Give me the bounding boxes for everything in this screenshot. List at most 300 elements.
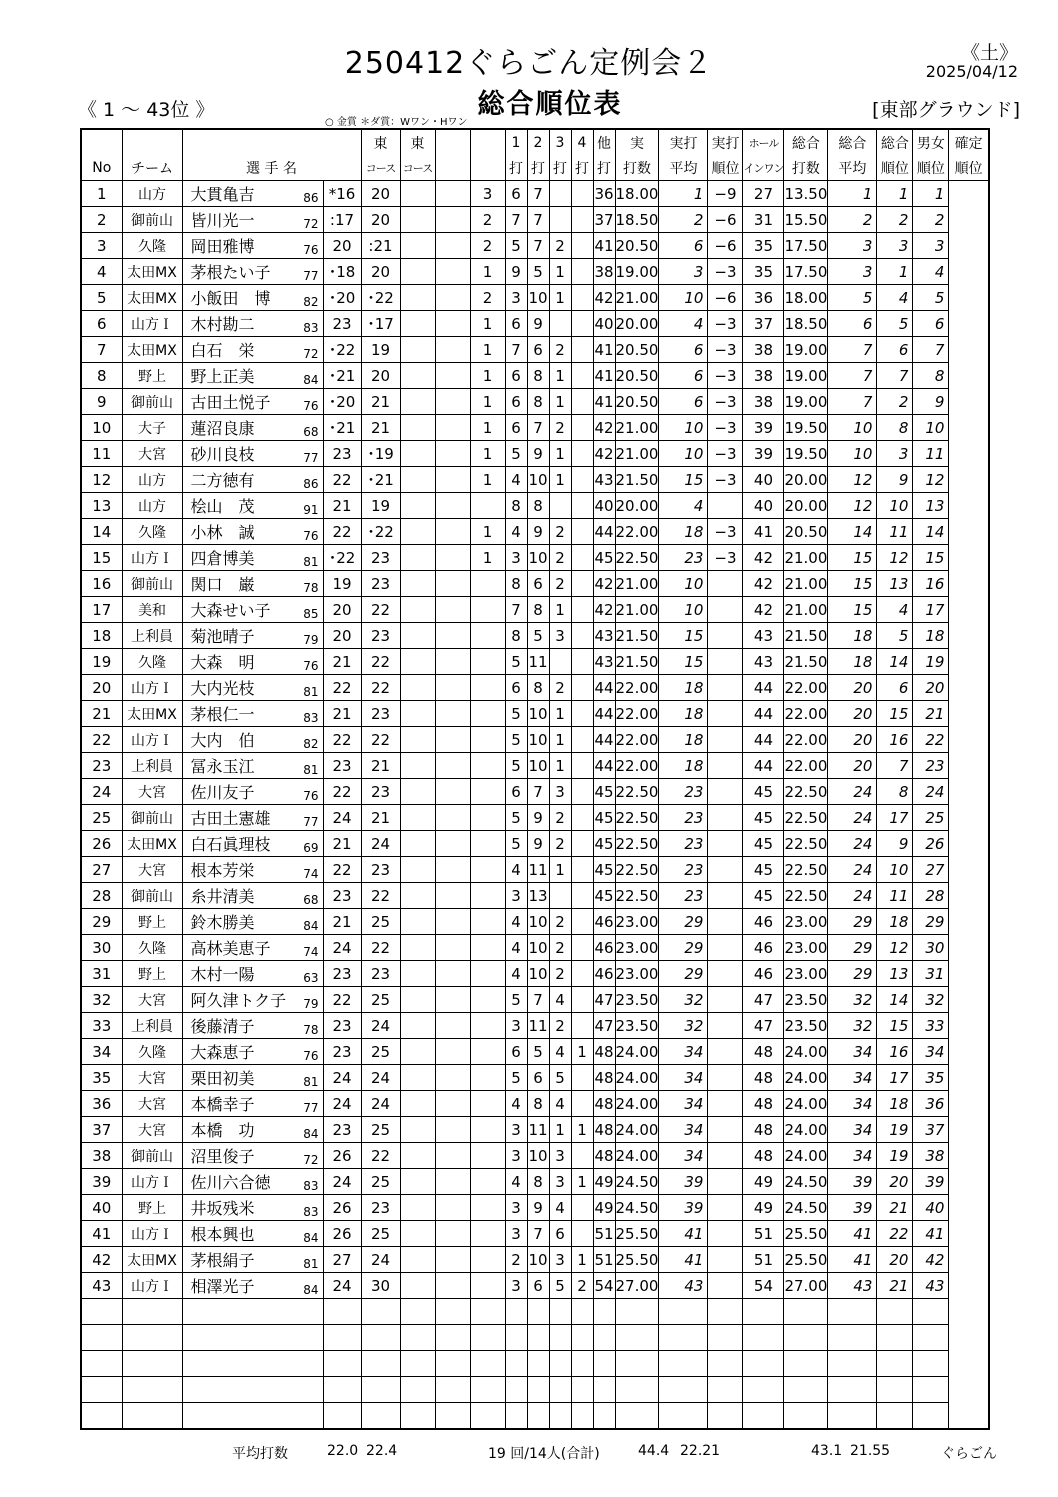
cell: 47 — [743, 987, 784, 1013]
cell — [435, 545, 470, 571]
cell — [571, 935, 593, 961]
cell: 11 — [877, 519, 913, 545]
cell: 34 — [828, 1091, 877, 1117]
cell — [400, 467, 435, 493]
cell: 7 — [877, 753, 913, 779]
team: 久隆 — [122, 233, 182, 259]
cell: 42 — [593, 441, 615, 467]
cell: 3 — [659, 259, 708, 285]
header-cell: 打数 — [615, 155, 659, 181]
cell: 23 — [323, 753, 361, 779]
cell: 10 — [527, 285, 549, 311]
cell: 23 — [659, 805, 708, 831]
cell: 4 — [549, 1195, 571, 1221]
cell: 23 — [659, 831, 708, 857]
cell: 25 — [361, 1169, 400, 1195]
cell — [435, 389, 470, 415]
cell: 11 — [527, 649, 549, 675]
cell: 1 — [877, 181, 913, 207]
cell: 49 — [743, 1169, 784, 1195]
cell: 24 — [323, 1091, 361, 1117]
cell: 23 — [361, 857, 400, 883]
cell — [400, 753, 435, 779]
table-row — [81, 233, 989, 259]
cell — [571, 987, 593, 1013]
table-row — [81, 675, 989, 701]
cell — [400, 909, 435, 935]
weekday: 《土》 — [960, 42, 1018, 64]
cell — [470, 831, 505, 857]
player-age: 78 — [303, 581, 319, 595]
cell: 48 — [743, 1091, 784, 1117]
player-cell — [182, 727, 323, 753]
cell — [571, 753, 593, 779]
cell: 22.50 — [615, 805, 659, 831]
header-cell: インワン — [743, 155, 784, 181]
cell: 5 — [505, 441, 527, 467]
cell: 5 — [877, 311, 913, 337]
empty-cell — [505, 1325, 527, 1351]
rank-no: 12 — [81, 467, 122, 493]
cell: 18 — [659, 727, 708, 753]
player-age: 82 — [303, 295, 319, 309]
team: 山方Ｉ — [122, 1221, 182, 1247]
cell: 51 — [743, 1247, 784, 1273]
cell: 5 — [505, 831, 527, 857]
cell: 18 — [828, 623, 877, 649]
empty-cell — [182, 1377, 323, 1403]
table-row — [81, 493, 989, 519]
player-name: 井坂残米 — [190, 1199, 255, 1218]
cell: 21.50 — [615, 623, 659, 649]
cell — [708, 727, 743, 753]
cell: 41 — [593, 363, 615, 389]
cell: 36 — [593, 181, 615, 207]
player-cell — [182, 623, 323, 649]
cell — [400, 857, 435, 883]
cell: 15 — [877, 1013, 913, 1039]
cell: 42 — [593, 597, 615, 623]
cell: 10 — [527, 1143, 549, 1169]
cell — [708, 623, 743, 649]
cell: 2 — [549, 1013, 571, 1039]
cell: 32 — [828, 987, 877, 1013]
header-cell: 順位 — [913, 155, 949, 181]
rank-no: 1 — [81, 181, 122, 207]
cell — [400, 519, 435, 545]
cell: 3 — [505, 1117, 527, 1143]
player-age: 68 — [303, 893, 319, 907]
cell: 1 — [571, 1169, 593, 1195]
cell: 22.00 — [615, 727, 659, 753]
rank-no: 40 — [81, 1195, 122, 1221]
cell: 34 — [828, 1065, 877, 1091]
player-cell — [182, 545, 323, 571]
cell — [470, 1091, 505, 1117]
cell: 17 — [913, 597, 949, 623]
cell: 23.00 — [784, 961, 828, 987]
cell: 21.00 — [615, 415, 659, 441]
cell: 18 — [877, 909, 913, 935]
cell: 4 — [659, 493, 708, 519]
cell: 49 — [593, 1169, 615, 1195]
cell — [435, 337, 470, 363]
cell: 22 — [323, 779, 361, 805]
player-age: 79 — [303, 633, 319, 647]
cell: 20.00 — [615, 493, 659, 519]
cell: 45 — [593, 831, 615, 857]
cell: 16 — [913, 571, 949, 597]
cell: 1 — [913, 181, 949, 207]
cell — [470, 493, 505, 519]
rank-no: 14 — [81, 519, 122, 545]
cell: 24.50 — [784, 1169, 828, 1195]
cell: 1 — [828, 181, 877, 207]
cell — [470, 987, 505, 1013]
cell: 44 — [593, 519, 615, 545]
cell — [571, 675, 593, 701]
cell: −3 — [708, 519, 743, 545]
cell — [549, 311, 571, 337]
cell: ･22 — [361, 285, 400, 311]
cell: 7 — [877, 363, 913, 389]
cell: 41 — [828, 1247, 877, 1273]
cell: 20 — [323, 597, 361, 623]
cell: 10 — [659, 415, 708, 441]
cell: 2 — [470, 207, 505, 233]
cell — [708, 1117, 743, 1143]
empty-cell — [784, 1351, 828, 1377]
cell — [708, 1247, 743, 1273]
cell: 20.50 — [615, 233, 659, 259]
cell: 21 — [361, 415, 400, 441]
cell: 23 — [323, 1117, 361, 1143]
cell: 23.50 — [615, 987, 659, 1013]
cell: 48 — [593, 1091, 615, 1117]
cell — [470, 1039, 505, 1065]
team: 山方 — [122, 181, 182, 207]
cell: 22.00 — [615, 753, 659, 779]
cell: 47 — [593, 1013, 615, 1039]
table-row — [81, 1091, 989, 1117]
empty-cell — [913, 1351, 949, 1377]
cell: 40 — [593, 493, 615, 519]
cell — [571, 1195, 593, 1221]
cell: 26 — [323, 1195, 361, 1221]
cell: :21 — [361, 233, 400, 259]
cell: 48 — [743, 1065, 784, 1091]
cell — [571, 883, 593, 909]
event-date: 2025/04/12 — [925, 62, 1018, 81]
empty-cell — [81, 1351, 122, 1377]
player-cell — [182, 259, 323, 285]
cell: 4 — [505, 909, 527, 935]
table-row — [81, 1221, 989, 1247]
cell: 25 — [913, 805, 949, 831]
cell: 1 — [549, 727, 571, 753]
cell: 2 — [549, 909, 571, 935]
cell — [571, 779, 593, 805]
cell: 10 — [527, 753, 549, 779]
cell: 2 — [828, 207, 877, 233]
header-row — [81, 129, 989, 155]
player-age: 83 — [303, 711, 319, 725]
cell: 21 — [913, 701, 949, 727]
cell — [708, 909, 743, 935]
player-name: 阿久津トク子 — [190, 991, 287, 1010]
table-row — [81, 597, 989, 623]
cell: 24 — [323, 1273, 361, 1299]
cell — [470, 1273, 505, 1299]
rank-no: 3 — [81, 233, 122, 259]
cell: 21 — [361, 753, 400, 779]
cell: 22.00 — [615, 675, 659, 701]
empty-cell — [400, 1351, 435, 1377]
cell: 20.00 — [784, 467, 828, 493]
player-cell — [182, 1143, 323, 1169]
cell: 7 — [527, 181, 549, 207]
cell: 2 — [549, 545, 571, 571]
empty-row — [81, 1351, 989, 1377]
cell: 1 — [549, 441, 571, 467]
cell: 23.00 — [784, 935, 828, 961]
cell: ･21 — [361, 467, 400, 493]
cell: 22.00 — [784, 753, 828, 779]
cell: 6 — [505, 675, 527, 701]
cell: 42 — [743, 597, 784, 623]
player-age: 72 — [303, 1153, 319, 1167]
cell: 46 — [593, 961, 615, 987]
cell — [571, 415, 593, 441]
team: 久隆 — [122, 1039, 182, 1065]
cell: 23 — [659, 779, 708, 805]
cell — [470, 1247, 505, 1273]
cell — [435, 441, 470, 467]
player-cell — [182, 753, 323, 779]
cell: 9 — [527, 441, 549, 467]
cell: 6 — [527, 571, 549, 597]
header-cell — [182, 129, 361, 155]
cell — [470, 571, 505, 597]
cell: 23 — [361, 1195, 400, 1221]
cell: 24.50 — [615, 1195, 659, 1221]
cell: 22 — [323, 519, 361, 545]
rank-no: 27 — [81, 857, 122, 883]
cell: 1 — [470, 389, 505, 415]
team: 野上 — [122, 363, 182, 389]
cell: 20 — [828, 727, 877, 753]
cell: 25 — [361, 987, 400, 1013]
cell: 2 — [549, 233, 571, 259]
empty-cell — [615, 1325, 659, 1351]
cell: 19.00 — [784, 337, 828, 363]
cell: 7 — [828, 389, 877, 415]
empty-cell — [81, 1299, 122, 1325]
cell: 20 — [361, 363, 400, 389]
cell: 7 — [527, 987, 549, 1013]
cell — [708, 935, 743, 961]
rank-no: 13 — [81, 493, 122, 519]
player-age: 91 — [303, 503, 319, 517]
cell: 1 — [470, 467, 505, 493]
cell: 29 — [828, 909, 877, 935]
cell: 48 — [743, 1117, 784, 1143]
cell: 46 — [593, 909, 615, 935]
player-name: 関口 巌 — [190, 575, 255, 594]
player-cell — [182, 493, 323, 519]
cell: 12 — [828, 493, 877, 519]
rank-no: 30 — [81, 935, 122, 961]
rank-no: 10 — [81, 415, 122, 441]
cell: 6 — [527, 337, 549, 363]
cell: 11 — [877, 883, 913, 909]
cell: 23.50 — [784, 1013, 828, 1039]
cell: 44 — [593, 701, 615, 727]
player-age: 82 — [303, 737, 319, 751]
team: 上利員 — [122, 623, 182, 649]
rank-no: 9 — [81, 389, 122, 415]
player-age: 76 — [303, 789, 319, 803]
table-row — [81, 831, 989, 857]
cell: 37 — [743, 311, 784, 337]
cell: 5 — [505, 233, 527, 259]
cell: 25.50 — [784, 1221, 828, 1247]
empty-cell — [361, 1325, 400, 1351]
empty-cell — [571, 1403, 593, 1430]
cell — [470, 727, 505, 753]
cell: 7 — [527, 233, 549, 259]
table-row — [81, 805, 989, 831]
cell: 21 — [361, 389, 400, 415]
player-cell — [182, 675, 323, 701]
cell: 14 — [913, 519, 949, 545]
cell: 38 — [913, 1143, 949, 1169]
player-name: 茅根絹子 — [190, 1251, 255, 1270]
cell — [708, 961, 743, 987]
cell — [571, 363, 593, 389]
cell: 38 — [743, 389, 784, 415]
cell — [400, 701, 435, 727]
cell — [708, 675, 743, 701]
cell: 15 — [659, 467, 708, 493]
header-cell — [435, 155, 470, 181]
table-row — [81, 441, 989, 467]
cell — [571, 545, 593, 571]
cell: 17.50 — [784, 259, 828, 285]
rank-no: 19 — [81, 649, 122, 675]
player-cell — [182, 831, 323, 857]
empty-cell — [615, 1403, 659, 1430]
cell: 21.00 — [615, 597, 659, 623]
footer-real-avg: 44.4 — [638, 1443, 670, 1459]
cell — [435, 415, 470, 441]
cell — [400, 259, 435, 285]
empty-cell — [708, 1403, 743, 1430]
cell: 46 — [593, 935, 615, 961]
player-name: 大森恵子 — [190, 1043, 255, 1062]
cell: 24 — [323, 1065, 361, 1091]
cell: 4 — [505, 467, 527, 493]
cell — [708, 571, 743, 597]
cell: 20 — [361, 181, 400, 207]
cell: 7 — [505, 207, 527, 233]
cell: 44 — [743, 727, 784, 753]
cell: 24 — [323, 805, 361, 831]
team: 山方Ｉ — [122, 1273, 182, 1299]
header-cell: 選 手 名 — [182, 155, 361, 181]
cell — [470, 1195, 505, 1221]
cell — [435, 571, 470, 597]
cell: 38 — [593, 259, 615, 285]
cell — [400, 1247, 435, 1273]
team: 野上 — [122, 909, 182, 935]
cell: 24.00 — [615, 1143, 659, 1169]
table-row — [81, 181, 989, 207]
cell: 10 — [828, 415, 877, 441]
cell: 18 — [659, 753, 708, 779]
rank-no: 20 — [81, 675, 122, 701]
cell: 26 — [323, 1143, 361, 1169]
table-row — [81, 1143, 989, 1169]
cell: 40 — [593, 311, 615, 337]
player-age: 77 — [303, 451, 319, 465]
cell: 10 — [913, 415, 949, 441]
empty-cell — [659, 1377, 708, 1403]
cell: 21.00 — [615, 571, 659, 597]
table-row — [81, 649, 989, 675]
cell — [400, 1221, 435, 1247]
cell: 1 — [659, 181, 708, 207]
cell: 24 — [828, 779, 877, 805]
cell: 43 — [743, 623, 784, 649]
cell: 16 — [877, 1039, 913, 1065]
empty-cell — [361, 1403, 400, 1430]
cell: ･17 — [361, 311, 400, 337]
empty-cell — [615, 1351, 659, 1377]
cell — [571, 389, 593, 415]
cell: 51 — [593, 1247, 615, 1273]
cell: 24.00 — [615, 1039, 659, 1065]
cell: 18 — [877, 1091, 913, 1117]
cell: 22 — [913, 727, 949, 753]
cell: 10 — [527, 909, 549, 935]
cell — [571, 909, 593, 935]
cell: 1 — [470, 519, 505, 545]
cell: 27 — [913, 857, 949, 883]
cell: 9 — [527, 1195, 549, 1221]
cell — [708, 883, 743, 909]
cell — [571, 441, 593, 467]
empty-cell — [361, 1299, 400, 1325]
cell: 5 — [549, 1065, 571, 1091]
cell: 9 — [527, 311, 549, 337]
cell — [435, 805, 470, 831]
cell: 22 — [361, 935, 400, 961]
player-name: 木村一陽 — [190, 965, 255, 984]
cell — [571, 311, 593, 337]
cell: 20 — [828, 753, 877, 779]
header-cell — [122, 129, 182, 155]
empty-cell — [122, 1377, 182, 1403]
cell: −3 — [708, 467, 743, 493]
cell: 22.00 — [784, 675, 828, 701]
table-row — [81, 727, 989, 753]
player-age: 84 — [303, 1127, 319, 1141]
cell: 43 — [828, 1273, 877, 1299]
cell — [549, 883, 571, 909]
cell: 23 — [323, 961, 361, 987]
cell: 1 — [470, 441, 505, 467]
